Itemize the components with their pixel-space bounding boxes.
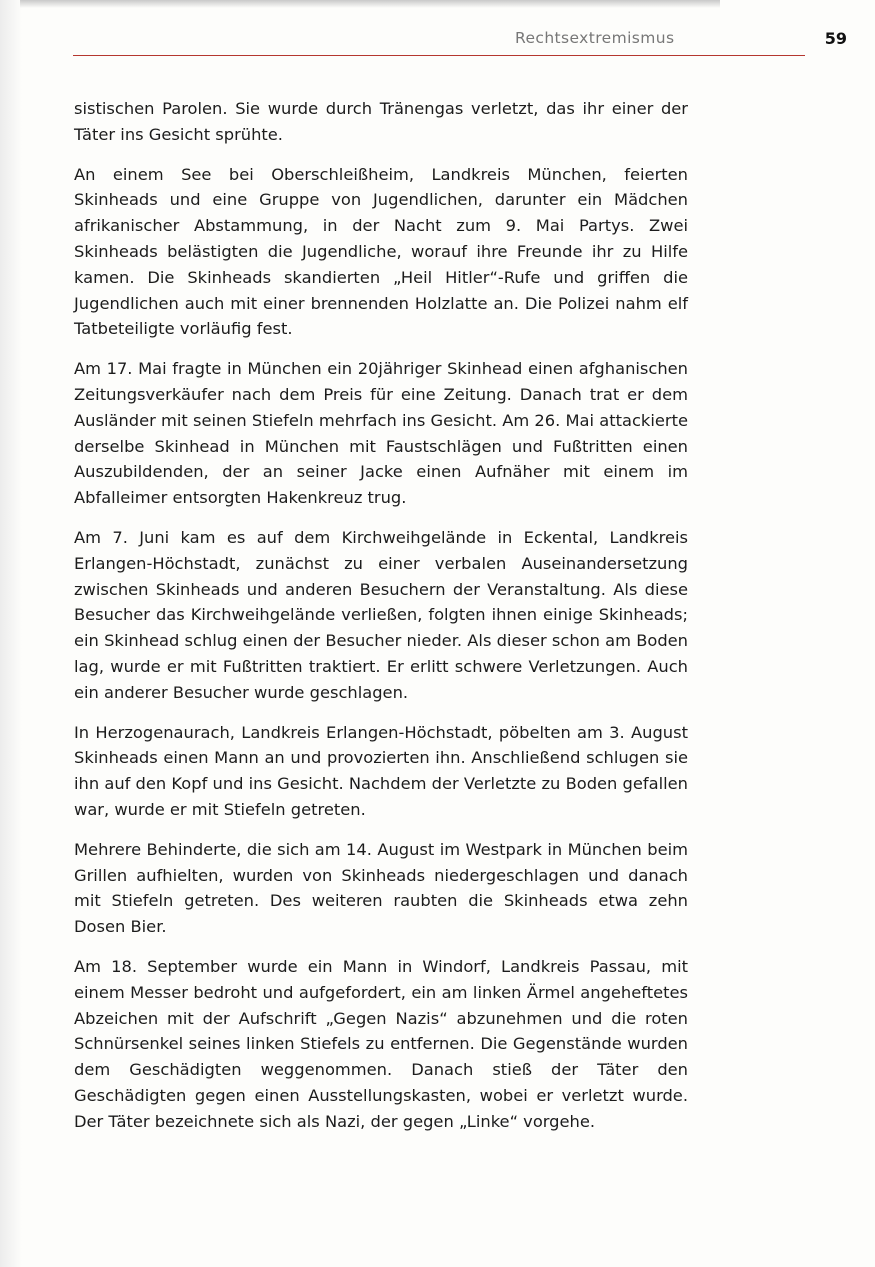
paragraph: Am 7. Juni kam es auf dem Kirchweihgelände in Eckental, Landkreis Erlangen-Höchstadt, zunächst zu einer verbalen Auseinandersetzung zwischen Skinheads und anderen Besuchern der Veranstaltung. Als diese Besucher das Kirchweihgelände verließen, folgten ihnen einige Skinheads; ein Skinhead schlug einen der Besucher nieder. Als dieser schon am Boden lag, wurde er mit Fußtritten traktiert. Er erlitt schwere Verletzungen. Auch ein anderer Besucher wurde geschlagen.: [74, 527, 688, 702]
paragraph: Am 18. September wurde ein Mann in Windorf, Landkreis Passau, mit einem Messer bedroht und aufgefordert, ein am linken Ärmel angeheftetes Abzeichen mit der Aufschrift „Gegen Nazis“ abzunehmen und die roten Schnürsenkel seines linken Stiefels zu entfernen. Die Gegenstände wurden dem Geschädigten weggenommen. Danach stieß der Täter den Geschädigten gegen einen Ausstellungskasten, wobei er verletzt wurde. Der Täter bezeichnete sich als Nazi, der gegen „Linke“ vorgehe.: [74, 956, 688, 1131]
running-header-title: Rechtsextremismus: [515, 29, 675, 47]
paragraph: Am 17. Mai fragte in München ein 20jähriger Skinhead einen afghanischen Zeitungsverkäufer nach dem Preis für eine Zeitung. Danach trat er dem Ausländer mit seinen Stiefeln mehrfach ins Gesicht. Am 26. Mai attackierte derselbe Skinhead in München mit Faustschlägen und Fußtritten einen Auszubildenden, der an seiner Jacke einen Aufnäher mit einem im Abfalleimer entsorgten Hakenkreuz trug.: [74, 359, 688, 508]
scan-gutter-shadow: [0, 0, 22, 1267]
paragraph: In Herzogenaurach, Landkreis Erlangen-Höchstadt, pöbelten am 3. August Skinheads einen Mann an und provozierten ihn. Anschließend schlugen sie ihn auf den Kopf und ins Gesicht. Nachdem der Verletzte zu Boden gefallen war, wurde er mit Stiefeln getreten.: [74, 722, 688, 819]
header-rule: [73, 55, 805, 56]
paragraph: sistischen Parolen. Sie wurde durch Tränengas verletzt, das ihr einer der Täter ins Gesicht sprühte.: [74, 99, 688, 144]
scan-top-shadow: [20, 0, 720, 8]
paragraph: Mehrere Behinderte, die sich am 14. August im Westpark in München beim Grillen aufhielten, wurden von Skinheads niedergeschlagen und danach mit Stiefeln getreten. Des weiteren raubten die Skinheads etwa zehn Dosen Bier.: [74, 839, 688, 937]
paragraph: An einem See bei Oberschleißheim, Landkreis München, feierten Skinheads und eine Gruppe von Jugendlichen, darunter ein Mädchen afrikanischer Abstammung, in der Nacht zum 9. Mai Partys. Zwei Skinheads belästigten die Jugendliche, worauf ihre Freunde ihr zu Hilfe kamen. Die Skinheads skandierten „Heil Hitler“-Rufe und griffen die Jugendlichen auch mit einer brennenden Holzlatte an. Die Polizei nahm elf Tatbeteiligte vorläufig fest.: [74, 164, 688, 339]
page-number: 59: [824, 29, 847, 48]
body-text: [74, 96, 688, 1148]
